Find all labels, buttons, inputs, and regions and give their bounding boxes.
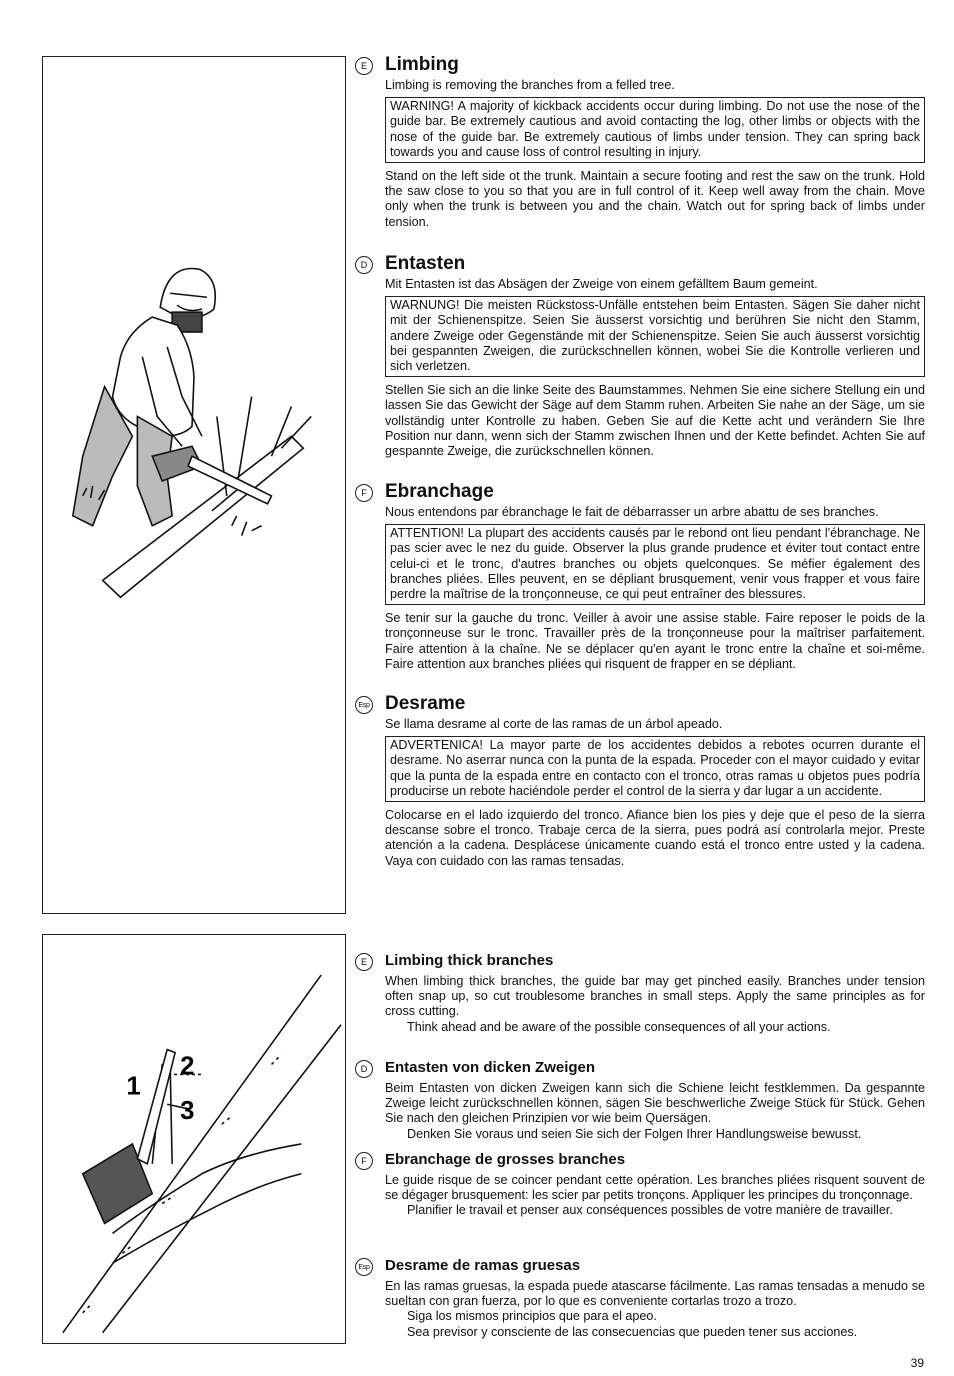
section-note: Planifier le travail et penser aux conséquences possibles de votre manière de travailler. — [407, 1203, 893, 1218]
warning-box: ADVERTENICA! La mayor parte de los accidentes debidos a rebotes ocurren durante el desrame. No aserrar nunca con la punta de la espada. Proceder con el mayor cuidado y evitar que la punta de la espada entre en contacto con el tronco, otras ramas u objetos pues podría producirse un rebote haciéndole perder el control de la sierra y dar lugar a un accidente. — [385, 736, 925, 802]
section-limbing-en — [355, 54, 925, 230]
section-heading — [355, 54, 925, 78]
section-intro: Limbing is removing the branches from a felled tree. — [385, 78, 675, 92]
section-heading — [355, 253, 925, 277]
section-title: Limbing — [385, 54, 459, 75]
cut-label-1: 1 — [126, 1072, 141, 1101]
section-body: When limbing thick branches, the guide bar may get pinched easily. Branches under tension often snap up, so cut troublesome branches in small steps. Apply the same principles as for cross cutting. — [385, 974, 925, 1019]
section-thick-fr — [355, 1149, 925, 1219]
section-title: Limbing thick branches — [385, 952, 554, 969]
section-body: Colocarse en el lado izquierdo del tronco. Afiance bien los pies y deje que el peso de la sierra descanse sobre el tronco. Trabaje cerca de la sierra, pues podrá así controlarla mejor. Preste atención a la cadena. Desplácese únicamente cuando está el tronco entre usted y la cadena. Vaya con cuidado con las ramas tensadas. — [385, 808, 925, 868]
cut-label-2: 2 — [180, 1052, 195, 1081]
language-badge-esp: Esp — [355, 1258, 373, 1276]
section-limbing-fr — [355, 481, 925, 672]
section-thick-es — [355, 1255, 925, 1340]
language-badge-esp: Esp — [355, 696, 373, 714]
section-body: En las ramas gruesas, la espada puede atascarse fácilmente. Las ramas tensadas a menudo se sueltan con gran fuerza, por lo que es conveniente cortarlas trozo a trozo. — [385, 1279, 925, 1309]
section-title: Ebranchage — [385, 481, 494, 502]
section-intro: Nous entendons par ébranchage le fait de débarrasser un arbre abattu de ses branches. — [385, 505, 879, 519]
section-intro: Mit Entasten ist das Absägen der Zweige von einem gefälltem Baum gemeint. — [385, 277, 818, 291]
section-heading — [355, 950, 925, 974]
language-badge-f: F — [355, 484, 373, 502]
section-body: Se tenir sur la gauche du tronc. Veiller à avoir une assise stable. Faire reposer le poids de la tronçonneuse sur le tronc. Travailler près de la tronçonneuse pour la maîtriser parfaitement. Faire attention à la chaîne. Ne se déplacer qu'en ayant le tronc entre la chaîne et soi-même. Faire attention aux branches pliées qui risquent de frapper en se dépliant. — [385, 611, 925, 671]
section-title: Entasten — [385, 253, 466, 274]
section-limbing-de — [355, 253, 925, 459]
section-intro: Se llama desrame al corte de las ramas de un árbol apeado. — [385, 717, 723, 731]
section-title: Entasten von dicken Zweigen — [385, 1059, 596, 1076]
section-note: Denken Sie voraus und seien Sie sich der Folgen Ihrer Handlungsweise bewusst. — [407, 1126, 862, 1141]
cut-label-3: 3 — [180, 1097, 195, 1126]
language-badge-e: E — [355, 57, 373, 75]
limbing-illustration — [42, 56, 346, 914]
section-body: Beim Entasten von dicken Zweigen kann sich die Schiene leicht festklemmen. Da gespannte Zweige leicht zurückschnellen können, sägen Sie beschwerliche Zweige Stück für Stück. Gehen Sie nach den gleichen Prinzipien vor wie beim Quersägen. — [385, 1081, 925, 1126]
section-thick-en — [355, 950, 925, 1035]
language-badge-d: D — [355, 256, 373, 274]
section-limbing-es — [355, 693, 925, 869]
language-badge-e: E — [355, 953, 373, 971]
section-note: Think ahead and be aware of the possible consequences of all your actions. — [407, 1019, 831, 1034]
section-body: Stellen Sie sich an die linke Seite des Baumstammes. Nehmen Sie eine sichere Stellung ein und lassen Sie das Gewicht der Säge auf dem Stamm ruhen. Arbeiten Sie nahe an der Säge, um sie vollständig unter Kontrolle zu haben. Geben Sie auf die Kette acht und verändern Sie Ihre Position nur dann, wenn sich der Stamm zwischen Ihnen und der Kette befindet. Achten Sie auf gespannte Zweige, die zurückschnellen können. — [385, 383, 925, 459]
warning-box: WARNING! A majority of kickback accidents occur during limbing. Do not use the nose of the guide bar. Be extremely cautious and avoid contacting the log, other limbs or objects with the nose of the guide bar. Be extremely cautious of limbs under tension. They can spring back towards you and cause loss of control resulting in injury. — [385, 97, 925, 163]
section-note: Siga los mismos principios que para el apeo. — [407, 1309, 657, 1324]
section-heading — [355, 481, 925, 505]
page-number: 39 — [910, 1356, 924, 1370]
thick-branches-illustration — [42, 934, 346, 1344]
section-title: Ebranchage de grosses branches — [385, 1151, 626, 1168]
language-badge-f: F — [355, 1152, 373, 1170]
section-thick-de — [355, 1057, 925, 1142]
section-title: Desrame — [385, 693, 466, 714]
section-body: Le guide risque de se coincer pendant cette opération. Les branches pliées risquent souvent de se dégager brusquement: les scier par petits tronçons. Appliquer les principes du tronçonnage. — [385, 1173, 925, 1203]
section-heading — [355, 1149, 925, 1173]
section-heading — [355, 1057, 925, 1081]
section-heading — [355, 693, 925, 717]
limbing-drawing — [43, 57, 345, 913]
thick-branches-drawing — [43, 935, 345, 1343]
section-body: Stand on the left side ot the trunk. Maintain a secure footing and rest the saw on the trunk. Hold the saw close to you so that you are in full control of it. Keep well away from the chain. Move only when the trunk is between you and the chain. Watch out for spring back of limbs under tension. — [385, 169, 925, 229]
warning-box: ATTENTION! La plupart des accidents causés par le rebond ont lieu pendant l'ébranchage. Ne pas scier avec le nez du guide. Observer la plus grande prudence et éviter tout contact entre celui-ci et le tronc, d'autres branches ou objets quelconques. Se méfier également des branches pliées. Elles peuvent, en se dépliant brusquement, venir vous frapper et vous faire perdre la maîtrise de la tronçonneuse, ce qui peut entraîner des blessures. — [385, 524, 925, 605]
language-badge-d: D — [355, 1060, 373, 1078]
warning-box: WARNUNG! Die meisten Rückstoss-Unfälle entstehen beim Entasten. Sägen Sie daher nicht mit der Schienenspitze. Seien Sie äusserst vorsichtig und berühren Sie nicht den Stamm, andere Zweige oder Gegenstände mit der Schienenspitze. Seien Sie auch äusserst vorsichtig bei gespannten Zweigen, die zurückschnellen können, wobei Sie die Kontrolle verlieren und sich verletzen. — [385, 296, 925, 377]
section-title: Desrame de ramas gruesas — [385, 1257, 581, 1274]
section-note: Sea previsor y consciente de las consecuencias que pueden tener sus acciones. — [407, 1324, 858, 1339]
section-heading — [355, 1255, 925, 1279]
